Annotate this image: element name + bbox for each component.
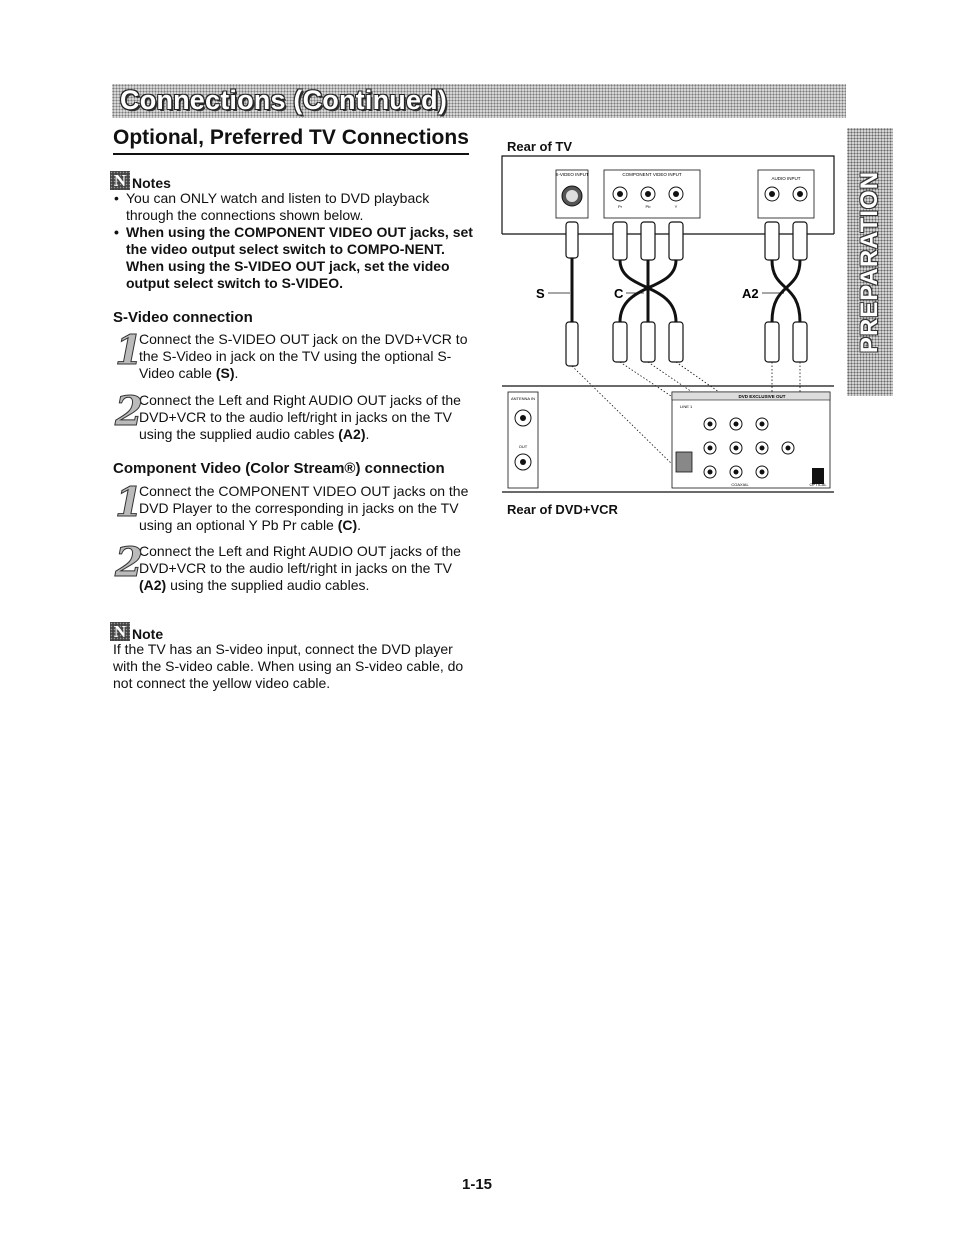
notes-heading [110, 171, 171, 190]
tv-svideo-label: S-VIDEO INPUT [555, 172, 589, 177]
component-step [113, 479, 473, 534]
notes-item: • You can ONLY watch and listen to DVD playback through the connections shown below. [113, 190, 473, 224]
note-icon: N [110, 622, 130, 641]
side-tab [847, 128, 893, 396]
cable-a2-label: A2 [742, 286, 759, 301]
step-ref: (C) [337, 517, 358, 533]
dvd-optical-label: OPTICAL [809, 482, 827, 487]
rear-tv-label: Rear of TV [507, 139, 573, 154]
connection-diagram [500, 152, 836, 496]
section-title: Optional, Preferred TV Connections [113, 126, 469, 155]
tv-pr-label: Pr [618, 204, 622, 209]
dvd-exclusive-label: DVD EXCLUSIVE OUT [738, 394, 786, 399]
step-text-main: Connect the Left and Right AUDIO OUT jacks of the DVD+VCR to the audio left/right in jacks on the TV [139, 543, 461, 576]
step-text-end: . [234, 365, 239, 381]
header-banner [112, 84, 846, 118]
note-icon: N [110, 171, 130, 190]
step-ref: (S) [215, 365, 235, 381]
step-text [139, 543, 473, 594]
page-number: 1-15 [462, 1176, 493, 1193]
step-ref: (A2) [338, 426, 366, 442]
component-step [113, 539, 473, 594]
step-text-end: . [365, 426, 370, 442]
svideo-heading: S-Video connection [113, 309, 253, 326]
dvd-out-label: OUT [518, 444, 528, 449]
step-text [139, 392, 473, 443]
banner-title: Connections (Continued) [120, 85, 448, 115]
notes-list [113, 190, 473, 292]
step-ref: (A2) [139, 577, 167, 593]
step-number: 2 [115, 388, 143, 435]
notes-item: • When using the COMPONENT VIDEO OUT jacks, set the video output select switch to COMPO-NENT. When using the S-VIDEO OUT jack, set the video output select switch to S-VIDEO. [113, 224, 473, 292]
dvd-rear-panel [502, 386, 834, 492]
note-label: Note [132, 626, 164, 642]
component-heading: Component Video (Color Stream®) connection [113, 460, 445, 477]
tv-y-label: Y [674, 204, 678, 209]
dvd-in-label: ANTENNA IN [510, 396, 536, 401]
svideo-step [113, 388, 473, 443]
step-text-end: . [357, 517, 362, 533]
rear-dvd-label: Rear of DVD+VCR [507, 502, 618, 517]
step-text [139, 331, 473, 382]
tv-pb-label: Pb [645, 204, 651, 209]
step-text-end: using the supplied audio cables. [166, 577, 370, 593]
step-text-main: Connect the S-VIDEO OUT jack on the DVD+VCR to the S-Video in jack on the TV using the optional S-Video cable [139, 331, 468, 381]
step-text-main: Connect the COMPONENT VIDEO OUT jacks on the DVD Player to the corresponding in jacks on the TV using an optional Y Pb Pr cable [139, 483, 469, 533]
dvd-line-label: LINE 1 [680, 404, 693, 409]
side-tab-label: PREPARATION [856, 170, 883, 354]
step-number: 1 [115, 479, 143, 526]
step-text [139, 483, 473, 534]
svideo-step [113, 327, 473, 382]
tv-rear-panel [502, 156, 834, 234]
step-number: 1 [115, 327, 143, 374]
step-text-main: Connect the Left and Right AUDIO OUT jacks of the DVD+VCR to the audio left/right in jacks on the TV using the supplied audio cables [139, 392, 461, 442]
cable-s-label: S [536, 286, 545, 301]
cable-c-label: C [614, 286, 624, 301]
note-heading [110, 622, 163, 641]
tv-audio-label: AUDIO INPUT [771, 176, 801, 181]
note-text: If the TV has an S-video input, connect the DVD player with the S-video cable. When using an S-video cable, do not connect the yellow video cable. [113, 641, 464, 691]
step-number: 2 [115, 539, 143, 586]
notes-label: Notes [132, 175, 171, 191]
tv-component-label: COMPONENT VIDEO INPUT [622, 172, 682, 177]
dvd-coaxial-label: COAXIAL [731, 482, 749, 487]
